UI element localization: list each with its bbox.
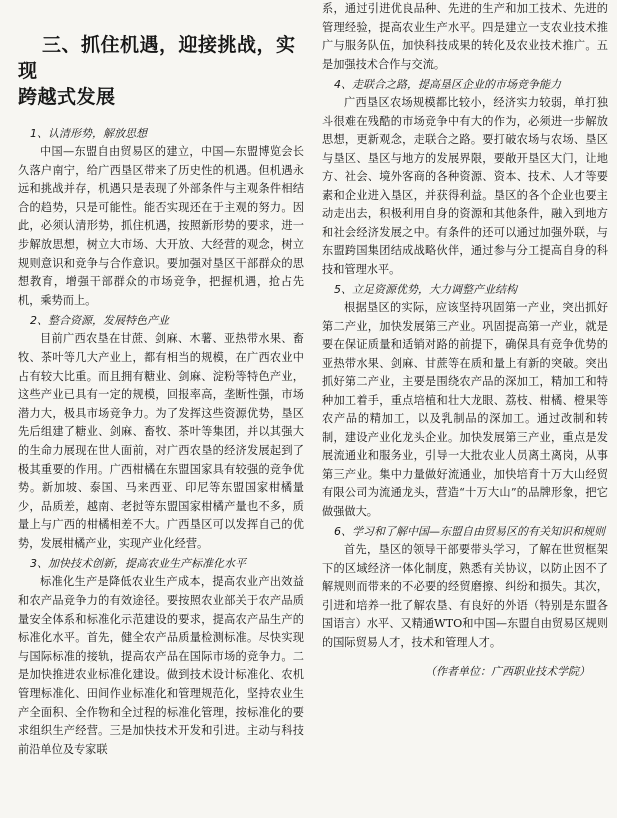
subheading-3: 3、加快技术创新，提高农业生产标准化水平	[30, 557, 246, 571]
paragraph-2: 目前广西农垦在甘蔗、剑麻、木薯、亚热带水果、畜牧、茶叶等几大产业上，都有相当的规模，在广西农业中占有较大比重。而且拥有糖业、剑麻、淀粉等特色产业，这些产业已具有一定的规模，回报率高，垄断性强，市场潜力大，极具市场竞争力。为了发挥这些资源优势，垦区先后组建了糖业、剑麻、畜牧、茶叶等集团，并以其强大的生命力展现在世人面前，对广西农垦的经济发展起到了极其重要的作用。广西柑橘在东盟国家具有较强的竞争优势。新加坡、泰国、马来西亚、印尼等东盟国家柑橘量少，品质差，越南、老挝等东盟国家柑橘产量也不多，质量上与广西的柑橘相差不大。广西垦区可以发挥自己的优势，发展柑橘产业，实现产业化经营。	[18, 332, 304, 550]
paragraph-4: 广西垦区农场规模都比较小，经济实力较弱，单打独斗很难在残酷的市场竞争中有大的作为，必须进一步解放思想，更新观念，走联合之路。要打破农场与农场、垦区与垦区、垦区与地方的发展界限，要敞开垦区大门，让地方、社会、境外客商的各种资源、资本、技术、人才等要素和企业进入垦区，并获得利益。垦区的各个企业也要主动走出去，积极利用自身的资源和其他条件，融入到地方和社会经济发展之中。有条件的还可以通过加强外联，与东盟跨国集团结成战略伙伴，通过参与分工提高自身的科技和管理水平。	[322, 96, 608, 276]
subheading-5: 5、立足资源优势，大力调整产业结构	[334, 283, 517, 296]
paragraph-3: 标准化生产是降低农业生产成本，提高农业产出效益和农产品竞争力的有效途径。要按照农业部关于农产品质量安全体系和标准化示范建设的要求，提高农产品生产的标准化水平。首先，健全农产品质量检测标准。尽快实现与国际标准的接轨，提高农产品在国际市场的竞争力。二是加快推进农业标准化建设。做到技术设计标准化、农机管理标准化、田间作业标准化和管理规范化，坚持农业生产全面积、全作物和全过程的标准化管理，按标准化的要求组织生产经营。三是加快技术开发和引进。主动与科技前沿单位及专家联	[18, 575, 304, 756]
paragraph-3-continued: 系，通过引进优良品种、先进的生产和加工技术、先进的管理经验，提高农业生产水平。四是建立一支农业技术推广与服务队伍，加快科技成果的转化及农业技术推广。五是加强技术合作与交流。	[322, 2, 608, 71]
subheading-2: 2、整合资源，发展特色产业	[30, 314, 169, 328]
subheading-4: 4、走联合之路，提高垦区企业的市场竞争能力	[334, 78, 561, 91]
left-column	[18, 0, 304, 759]
title-line-1: 三、抓住机遇，迎接挑战，实现	[18, 34, 296, 82]
paragraph-6: 首先，垦区的领导干部要带头学习，了解在世贸框架下的区域经济一体化制度，熟悉有关协议，以防止因不了解规则而带来的不必要的经贸磨擦、纠纷和损失。其次，引进和培养一批了解农垦、有良好的外语（特别是东盟各国语言）水平、又精通WTO和中国—东盟自由贸易区规则的国际贸易人才，技术和管理人才。	[322, 543, 608, 649]
article-section-title	[18, 32, 304, 110]
title-line-2: 跨越式发展	[18, 86, 116, 108]
right-column	[322, 0, 608, 680]
paragraph-1: 中国—东盟自由贸易区的建立，中国—东盟博览会长久落户南宁，给广西垦区带来了历史性的机遇。但机遇永远和挑战并存，机遇只是表现了外部条件与主观条件相结合的趋势，只是可能性。能否实现还在于主观的努力。因此，必须认清形势，抓住机遇，按照新形势的要求，进一步解放思想，树立大市场、大开放、大经营的观念，树立规则意识和竞争与合作意识。要加强对垦区干部群众的思想教育，增强干部群众的市场竞争，把握机遇，抢占先机，乘势而上。	[18, 145, 304, 307]
paragraph-5: 根据垦区的实际，应该坚持巩固第一产业，突出抓好第二产业，加快发展第三产业。巩固提高第一产业，就是要在保证质量和适销对路的前提下，确保具有竞争优势的亚热带水果、剑麻、甘蔗等在质和量上有新的突破。突出抓好第二产业，主要是围绕农产品的深加工，精加工和特种加工着手，重点培植和壮大龙眼、荔枝、柑橘、橙果等农产品的精加工，以及乳制品的深加工。通过改制和转制，建设产业化龙头企业。加快发展第三产业，重点是发展流通业和服务业，引导一大批农业人员离土离岗，从事第三产业。集中力量做好流通业，加快培育十万大山经贸有限公司为流通龙头，营造“十万大山”的品牌形象，把它做强做大。	[322, 301, 608, 518]
author-affiliation: （作者单位：广西职业技术学院）	[425, 665, 590, 678]
subheading-1: 1、认清形势，解放思想	[30, 127, 147, 140]
subheading-6: 6、学习和了解中国—东盟自由贸易区的有关知识和规则	[334, 525, 605, 538]
